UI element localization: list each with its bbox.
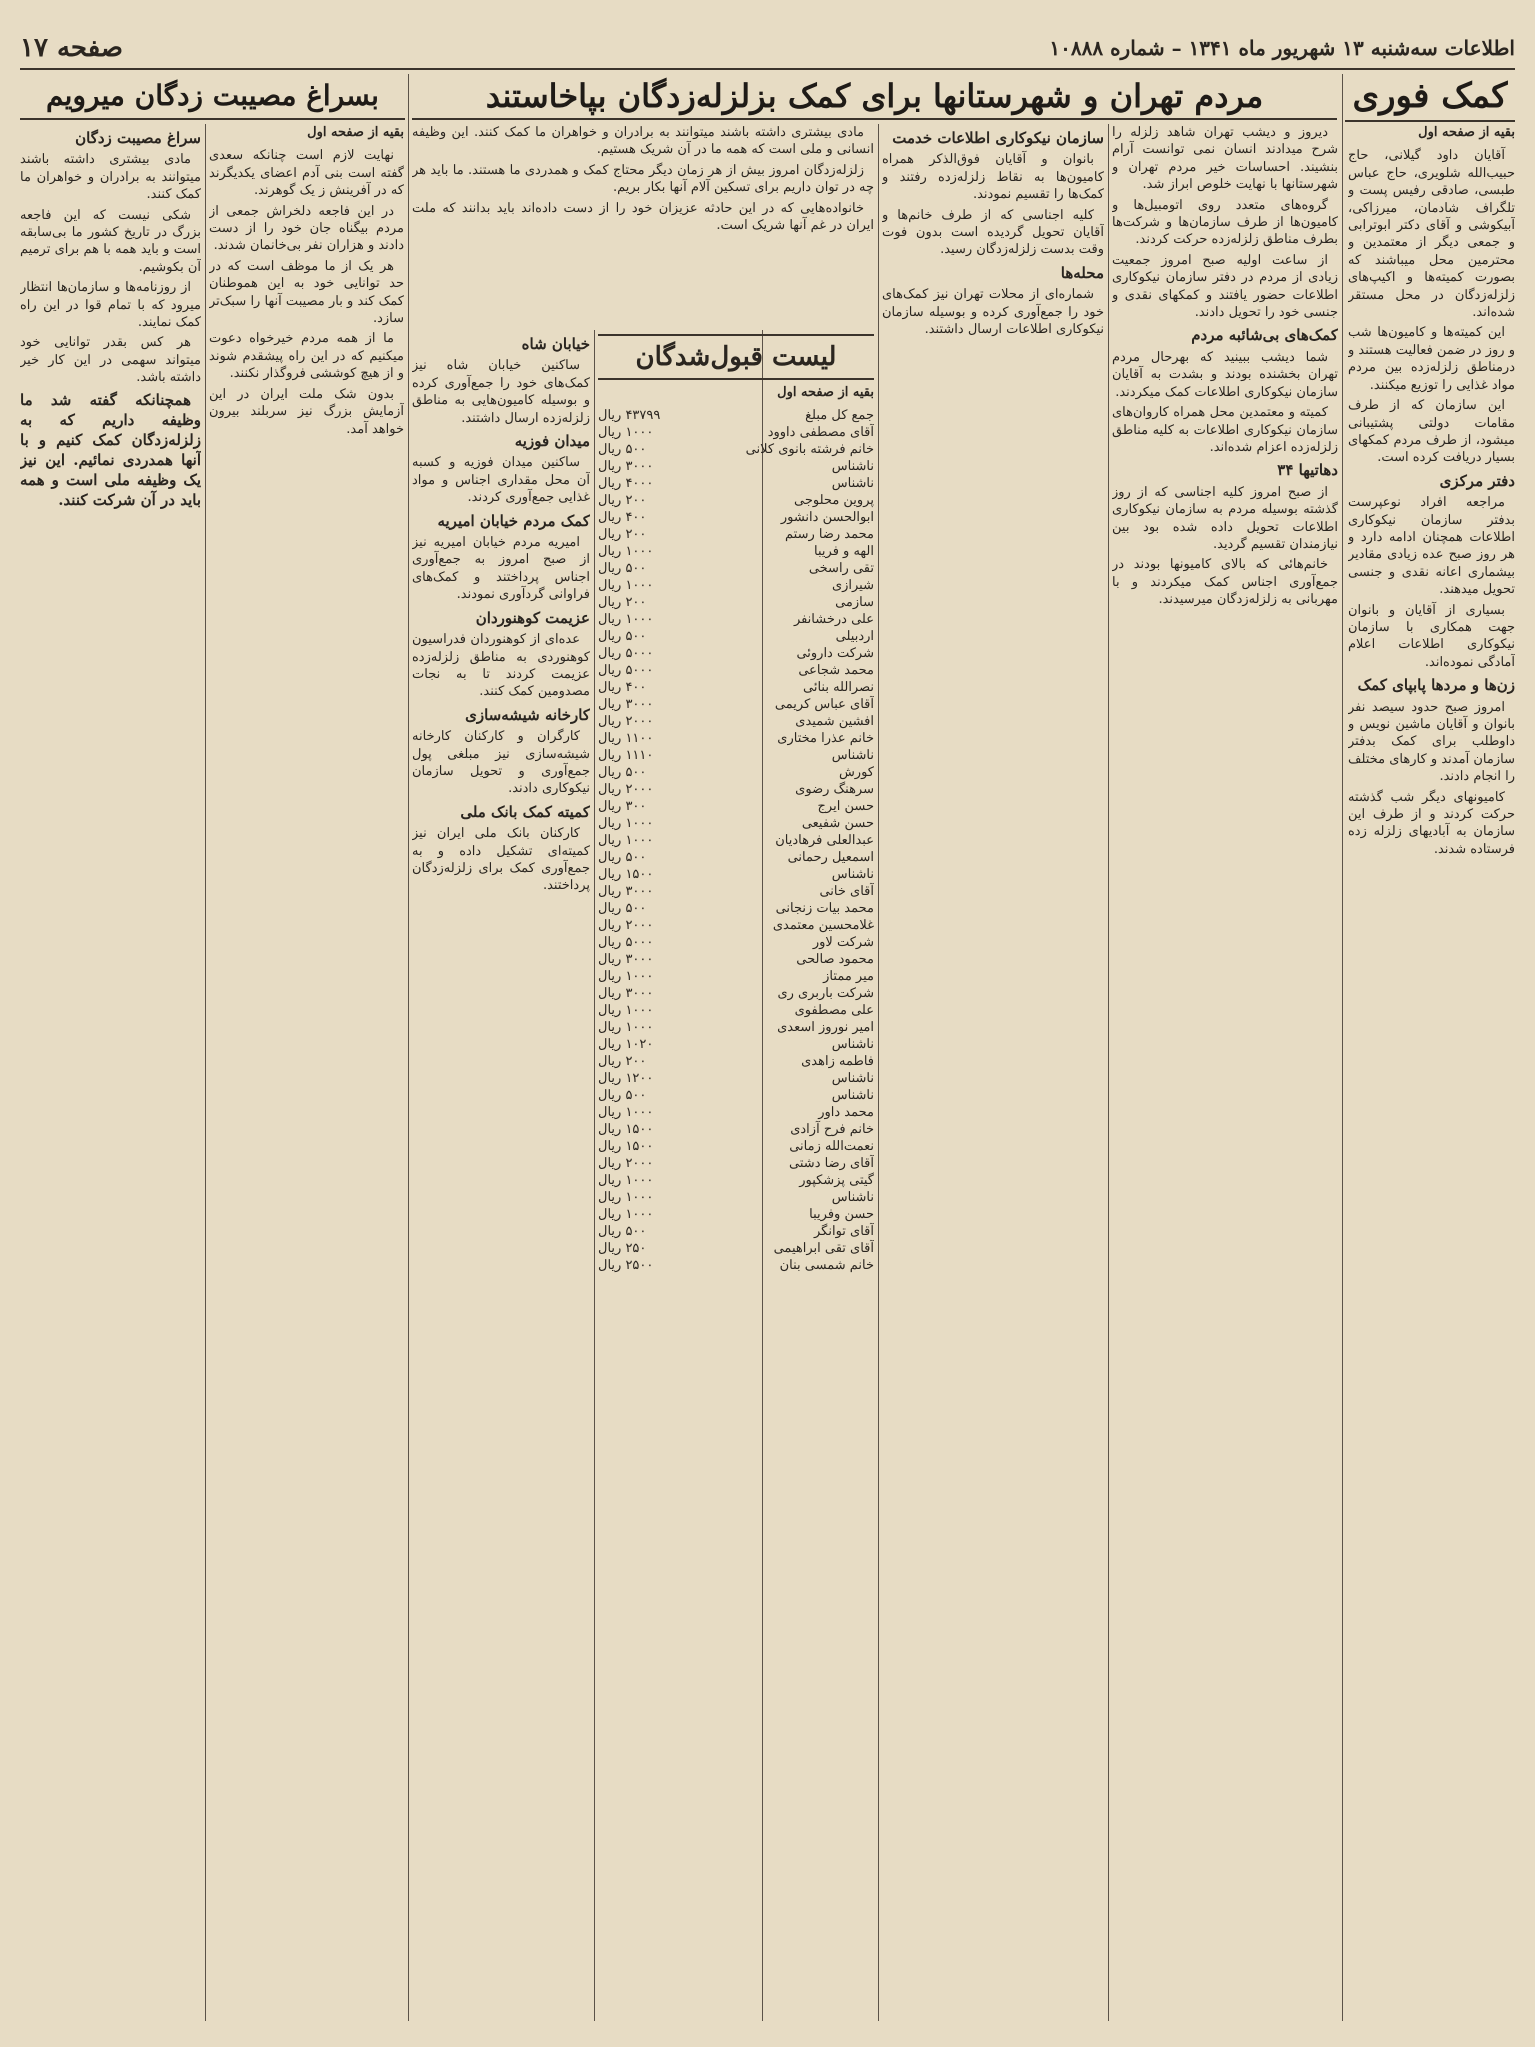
donor-name: علی مصطفوی [794, 1003, 874, 1019]
paragraph: نهایت لازم است چنانکه سعدی گفته است بنی آدم اعضای یکدیگرند که در آفرینش ز یک گوهرند. [209, 148, 404, 199]
donor-name: حسن ایرج [817, 799, 874, 815]
donor-name: ناشناس [831, 748, 874, 764]
paragraph: کامیونهای دیگر شب گذشته حرکت کردند و از طرف این سازمان به آبادیهای زلزله زده فرستاده شدند. [1348, 789, 1515, 857]
donor-name: شرکت لاور [812, 935, 874, 951]
donor-name: خانم عذرا مختاری [777, 731, 874, 747]
subheading: سراغ مصیبت زدگان [75, 129, 201, 147]
donor-name: محمد شجاعی [798, 663, 874, 679]
list-item [598, 611, 874, 628]
donation-amount: ۲۰۰ ریال [598, 527, 647, 543]
list-item [598, 1138, 874, 1155]
donation-amount: ۲۵۰ ریال [598, 1241, 647, 1257]
list-item [598, 1036, 874, 1053]
donor-name: اسمعیل رحمانی [787, 850, 874, 866]
paragraph: امروز صبح حدود سیصد نفر بانوان و آقایان ماشین نویس و داوطلب برای کمک بدفتر سازمان آمدند و کارهای مختلف را انجام دادند. [1348, 699, 1515, 785]
main-headline: مردم تهران و شهرستانها برای کمک بزلزله‌زدگان بپاخاستند [412, 74, 1337, 120]
paragraph: بسیاری از آقایان و بانوان جهت همکاری با سازمان نیکوکاری اطلاعات اعلام آمادگی نموده‌اند. [1348, 602, 1515, 670]
list-item [598, 1189, 874, 1206]
column-victims-article [209, 124, 404, 2021]
list-item [598, 1240, 874, 1257]
column-main-article-2 [882, 124, 1104, 2021]
paragraph: دیروز و دیشب تهران شاهد زلزله را شرح میدادند انسان نمی توانست آرام بنشیند. احساسات خیر مردم تهران و شهرستانها با نهایت خلوص ابراز شد. [1112, 125, 1338, 193]
list-item [598, 832, 874, 849]
paragraph: خانواده‌هایی که در این حادثه عزیزان خود را از دست داده‌اند باید بدانند که ملت ایران در غم آنها شریک است. [412, 200, 874, 234]
donor-name: شرکت داروئی [796, 646, 874, 662]
donor-name: جمع کل مبلغ [805, 408, 874, 424]
paragraph: عده‌ای از کوهنوردان فدراسیون کوهنوردی به مناطق زلزله‌زده عزیمت کردند تا به نجات مصدومین کمک کنند. [412, 632, 590, 700]
subheading: کارخانه شیشه‌سازی [465, 705, 590, 724]
paragraph: ساکنین خیابان شاه نیز کمک‌های خود را جمع‌آوری کرده و بوسیله کامیون‌هایی به مناطق زلزله‌زده ارسال داشتند. [412, 358, 590, 426]
donor-name: آقای توانگر [813, 1224, 874, 1240]
list-item [598, 747, 874, 764]
list-item [598, 1053, 874, 1070]
subheading: عزیمت کوهنوردان [475, 608, 590, 627]
continued-note: بقیه از صفحه اول [307, 125, 404, 140]
donation-amount: ۱۰۰۰ ریال [598, 833, 654, 849]
continued-note: بقیه از صفحه اول [777, 385, 874, 400]
list-item [598, 679, 874, 696]
paragraph: کمیته و معتمدین محل همراه کاروان‌های سازمان نیکوکاری اطلاعات به کلیه مناطق زلزله‌زده اعزام شده‌اند. [1112, 405, 1338, 455]
donor-name: غلامحسین معتمدی [772, 918, 874, 934]
column-rule [594, 330, 595, 2021]
donation-amount: ۳۰۰۰ ریال [598, 884, 654, 900]
donation-amount: ۵۰۰ ریال [598, 850, 647, 866]
donation-amount: ۱۵۰۰ ریال [598, 1122, 654, 1138]
donor-name: حسن وفریبا [809, 1207, 874, 1223]
donation-amount: ۱۵۰۰ ریال [598, 1139, 654, 1155]
subheading: زن‌ها و مردها پابپای کمک [1357, 676, 1515, 695]
column-far-left [20, 124, 201, 2021]
list-item [598, 1070, 874, 1087]
donor-name: علی درخشانفر [793, 612, 874, 628]
list-item [598, 1019, 874, 1036]
donor-name: محمد رضا رستم [785, 527, 874, 543]
donation-amount: ۱۰۰۰ ریال [598, 969, 654, 985]
paragraph: گروه‌های متعدد روی اتومبیل‌ها و کامیون‌ها از طرف سازمان‌ها و شرکت‌ها بطرف مناطق زلزله‌زده حرکت کردند. [1112, 197, 1338, 248]
paragraph: بانوان و آقایان فوق‌الذکر همراه کامیون‌ها به نقاط زلزله‌زده رفتند و کمک‌ها را تقسیم نمودند. [882, 152, 1104, 203]
rule-under-urgent [1345, 120, 1515, 122]
list-item [598, 798, 874, 815]
donor-name: محمود صالحی [796, 952, 874, 968]
list-item [598, 1087, 874, 1104]
list-item [598, 1223, 874, 1240]
donor-name: ناشناس [831, 1037, 874, 1053]
donor-name: ناشناس [831, 1088, 874, 1104]
donation-amount: ۱۰۰۰ ریال [598, 816, 654, 832]
donation-amount: ۲۰۰۰ ریال [598, 714, 654, 730]
list-item [598, 764, 874, 781]
column-rule [408, 74, 409, 2021]
donor-name: خانم شمسی بنان [779, 1258, 874, 1274]
list-item [598, 628, 874, 645]
list-item [598, 407, 874, 424]
donation-amount: ۲۰۰ ریال [598, 595, 647, 611]
donor-name: آقای عباس کریمی [774, 697, 874, 713]
paragraph: از ساعت اولیه صبح امروز جمعیت زیادی از مردم در دفتر سازمان نیکوکاری اطلاعات حضور یافتند و کمکهای نقدی و جنسی خود را تحویل دادند. [1112, 252, 1338, 321]
donor-name: خانم فرشته بانوی کلانی [745, 442, 874, 458]
continued-note: بقیه از صفحه اول [1418, 125, 1515, 140]
list-item [598, 645, 874, 662]
donation-amount: ۱۰۰۰ ریال [598, 1003, 654, 1019]
donation-amount: ۵۰۰ ریال [598, 901, 647, 917]
page-number: صفحه ۱۷ [20, 33, 123, 63]
paragraph: از صبح امروز کلیه اجناسی که از روز گذشته بوسیله مردم به سازمان نیکوکاری اطلاعات تحویل داده شده بود بین نیازمندان تقسیم گردید. [1112, 484, 1338, 552]
donation-amount: ۴۳۷۹۹ ریال [598, 408, 661, 424]
donation-amount: ۲۰۰۰ ریال [598, 782, 654, 798]
list-item [598, 730, 874, 747]
paragraph: خانم‌هائی که بالای کامیونها بودند در جمع‌آوری اجناس کمک میکردند و با مهربانی به زلزله‌زدگان میرسیدند. [1112, 557, 1338, 608]
donor-name: الهه و فریبا [814, 544, 874, 560]
list-item [598, 560, 874, 577]
list-item [598, 968, 874, 985]
donor-name: ناشناس [831, 867, 874, 883]
list-item [598, 1002, 874, 1019]
donor-list-column [598, 330, 874, 2021]
donation-amount: ۲۰۰۰ ریال [598, 1156, 654, 1172]
donation-amount: ۲۰۰ ریال [598, 493, 647, 509]
donation-amount: ۳۰۰۰ ریال [598, 459, 654, 475]
donation-amount: ۱۰۰۰ ریال [598, 1020, 654, 1036]
paragraph: این سازمان که از طرف مقامات دولتی پشتیبانی میشود، از طرف مردم کمکهای بسیار دریافت کرده است. [1348, 398, 1515, 466]
donor-name: آقای مصطفی داوود [767, 425, 874, 441]
issue-info: اطلاعات سه‌شنبه ۱۳ شهریور ماه ۱۳۴۱ – شماره ۱۰۸۸۸ [1049, 36, 1515, 60]
column-neighborhoods [412, 330, 590, 2021]
list-item [598, 815, 874, 832]
list-item [598, 492, 874, 509]
subheading: خیابان شاه [521, 335, 590, 353]
paragraph: در این فاجعه دلخراش جمعی از مردم بیگناه جان خود را از دست دادند و هزاران نفر بی‌خانمان شدند. [209, 203, 404, 254]
donor-name: محمد داور [818, 1105, 874, 1121]
list-item [598, 951, 874, 968]
list-item [598, 985, 874, 1002]
subheading: سازمان نیکوکاری اطلاعات خدمت [892, 129, 1104, 147]
donor-name: ابوالحسن دانشور [780, 510, 874, 526]
column-urgent-help [1348, 124, 1515, 2021]
list-item [598, 543, 874, 560]
list-item [598, 1121, 874, 1138]
paragraph: از روزنامه‌ها و سازمان‌ها انتظار میرود که با تمام قوا در این راه کمک نمایند. [20, 280, 201, 331]
column-rule [1342, 74, 1343, 2021]
paragraph: مادی بیشتری داشته باشند میتوانند به برادران و خواهران ما کمک کنند. این وظیفه انسانی و ملی است که همه ما در آن شریک هستیم. [412, 125, 874, 158]
list-item [598, 1155, 874, 1172]
donation-amount: ۱۱۱۰ ریال [598, 748, 654, 764]
list-item [598, 577, 874, 594]
donation-amount: ۱۰۰۰ ریال [598, 1207, 654, 1223]
column-main-article-3 [412, 124, 874, 324]
donation-amount: ۱۰۰۰ ریال [598, 544, 654, 560]
paragraph: شما دیشب ببینید که بهرحال مردم تهران بخشنده بودند و بشدت به آقایان سازمان نیکوکاری اطلاعات کمک میکردند. [1112, 349, 1338, 400]
donation-amount: ۳۰۰۰ ریال [598, 986, 654, 1002]
list-item [598, 883, 874, 900]
paragraph: هر کس بقدر توانایی خود میتواند سهمی در این کار خیر داشته باشد. [20, 335, 201, 386]
paragraph: هر یک از ما موظف است که در حد توانایی خود به این هموطنان کمک کند و بار مصیبت آنها را سبک‌تر سازد. [209, 258, 404, 327]
donation-amount: ۱۰۰۰ ریال [598, 425, 654, 441]
page-header [20, 28, 1515, 70]
bold-paragraph: همچنانکه گفته شد ما وظیفه داریم که به زلزله‌زدگان کمک کنیم و با آنها همدردی نمائیم. این نیز یک وظیفه ملی است و همه باید در آن شرکت کنند. [20, 390, 201, 509]
donor-list [598, 407, 874, 1274]
donation-amount: ۵۰۰ ریال [598, 1224, 647, 1240]
subheading: کمیته کمک بانک ملی [460, 802, 590, 821]
paragraph: کارکنان بانک ملی ایران نیز کمیته‌ای تشکیل داده و به جمع‌آوری کمک برای زلزله‌زدگان پرداختند. [412, 826, 590, 894]
donation-amount: ۴۰۰ ریال [598, 680, 647, 696]
paragraph: آقایان داود گیلانی، حاج حبیب‌الله شلویری، حاج عباس طبسی، صادقی رفیس پست و تلگراف شادمان، میرزاکی، آبیکوشی و آقای دکتر ابوترابی و جمعی دیگر از معتمدین و محترمین محل میباشند که بصورت کمیته‌ها و اکیپ‌های زلزله‌زدگان در محل مستقر شده‌اند. [1348, 148, 1515, 321]
donation-amount: ۱۰۰۰ ریال [598, 1105, 654, 1121]
donor-name: گیتی پزشکپور [799, 1173, 874, 1189]
list-item [598, 934, 874, 951]
list-item [598, 662, 874, 679]
list-item [598, 696, 874, 713]
donation-amount: ۱۰۰۰ ریال [598, 612, 654, 628]
donor-name: تقی راسخی [808, 561, 874, 577]
donor-name: نعمت‌الله زمانی [789, 1139, 874, 1155]
donor-name: کورش [838, 765, 874, 781]
donation-amount: ۴۰۰ ریال [598, 510, 647, 526]
donation-amount: ۲۰۰ ریال [598, 1054, 647, 1070]
list-item [598, 509, 874, 526]
donor-name: فاطمه زاهدی [801, 1054, 874, 1070]
donor-name: ناشناس [831, 1190, 874, 1206]
list-item [598, 441, 874, 458]
list-title: لیست قبول‌شدگان [598, 334, 874, 380]
donation-amount: ۵۰۰ ریال [598, 1088, 647, 1104]
donation-amount: ۱۰۰۰ ریال [598, 1173, 654, 1189]
list-item [598, 849, 874, 866]
donor-name: امیر نوروز اسعدی [777, 1020, 874, 1036]
column-rule [1108, 124, 1109, 2021]
donor-name: ناشناس [831, 459, 874, 475]
list-item [598, 1104, 874, 1121]
donation-amount: ۱۲۰۰ ریال [598, 1071, 654, 1087]
donor-name: افشین شمیدی [795, 714, 874, 730]
paragraph: زلزله‌زدگان امروز بیش از هر زمان دیگر محتاج کمک و همدردی ما هستند. ما باید هر چه در توان داریم برای تسکین آلام آنها بکار بریم. [412, 162, 874, 196]
headline-victims: بسراغ مصیبت زدگان میرویم [20, 74, 405, 120]
donation-amount: ۵۰۰ ریال [598, 765, 647, 781]
paragraph: شماره‌ای از محلات تهران نیز کمک‌های خود را جمع‌آوری کرده و بوسیله سازمان نیکوکاری اطلاعات ارسال داشتند. [882, 287, 1104, 338]
list-item [598, 1257, 874, 1274]
donation-amount: ۵۰۰۰ ریال [598, 935, 654, 951]
donation-amount: ۵۰۰ ریال [598, 561, 647, 577]
donor-name: سازمی [835, 595, 874, 611]
donation-amount: ۱۰۲۰ ریال [598, 1037, 654, 1053]
donation-amount: ۵۰۰ ریال [598, 629, 647, 645]
donation-amount: ۵۰۰۰ ریال [598, 646, 654, 662]
donation-amount: ۳۰۰۰ ریال [598, 952, 654, 968]
subheading: کمک‌های بی‌شائبه مردم [1191, 326, 1338, 345]
subheading: دفتر مرکزی [1439, 471, 1515, 490]
donation-amount: ۲۵۰۰ ریال [598, 1258, 654, 1274]
paragraph: امیریه مردم خیابان امیریه نیز از صبح امروز به جمع‌آوری اجناس پرداختند و کمک‌های فراوانی گردآوری نمودند. [412, 535, 590, 603]
subheading: میدان فوزیه [514, 432, 590, 451]
subheading: دهاتیها ۳۴ [1277, 461, 1338, 480]
donor-name: محمد بیات زنجانی [775, 901, 874, 917]
donor-name: آقای تقی ابراهیمی [773, 1241, 874, 1257]
list-item [598, 424, 874, 441]
list-item [598, 475, 874, 492]
donor-name: آقای رضا دشتی [789, 1156, 874, 1172]
list-item [598, 900, 874, 917]
donation-amount: ۱۱۰۰ ریال [598, 731, 654, 747]
paragraph: شکی نیست که این فاجعه بزرگ در تاریخ کشور ما بی‌سابقه است و باید همه با هم برای ترمیم آن بکوشیم. [20, 207, 201, 275]
donation-amount: ۲۰۰۰ ریال [598, 918, 654, 934]
donation-amount: ۱۵۰۰ ریال [598, 867, 654, 883]
donor-name: شرکت باربری ری [777, 986, 874, 1002]
list-item [598, 917, 874, 934]
donation-amount: ۵۰۰ ریال [598, 442, 647, 458]
donor-name: سرهنگ رضوی [795, 782, 874, 798]
subheading: کمک مردم خیابان امیریه [437, 511, 590, 530]
list-item [598, 1206, 874, 1223]
column-rule [205, 124, 206, 2021]
donation-amount: ۱۰۰۰ ریال [598, 1190, 654, 1206]
donor-name: اردبیلی [835, 629, 874, 645]
donor-name: ناشناس [831, 476, 874, 492]
donation-amount: ۵۰۰۰ ریال [598, 663, 654, 679]
donor-name: میر ممتاز [823, 969, 874, 985]
list-item [598, 781, 874, 798]
list-item [598, 594, 874, 611]
donor-name: حسن شفیعی [801, 816, 874, 832]
donor-name: پروین محلوجی [794, 493, 874, 509]
column-main-article-1 [1112, 124, 1338, 2021]
paragraph: مادی بیشتری داشته باشند میتوانند به برادران و خواهران ما کمک کنند. [20, 152, 201, 203]
list-item [598, 526, 874, 543]
paragraph: کارگران و کارکنان کارخانه شیشه‌سازی نیز مبلغی پول جمع‌آوری و تحویل سازمان نیکوکاری دادند. [412, 729, 590, 797]
donor-name: ناشناس [831, 1071, 874, 1087]
donation-amount: ۳۰۰ ریال [598, 799, 647, 815]
paragraph: ما از همه مردم خیرخواه دعوت میکنیم که در این راه پیشقدم شوند و از هیچ کوششی فروگذار نکنند. [209, 331, 404, 382]
subheading: محله‌ها [1060, 263, 1104, 282]
donor-name: عبدالعلی فرهادیان [775, 833, 874, 849]
donation-amount: ۴۰۰۰ ریال [598, 476, 654, 492]
paragraph: بدون شک ملت ایران در این آزمایش بزرگ نیز سربلند بیرون خواهد آمد. [209, 386, 404, 437]
column-rule [878, 124, 879, 2021]
paragraph: این کمیته‌ها و کامیون‌ها شب و روز در ضمن فعالیت هستند و درمناطق زلزله‌زده بین مردم مواد غذایی را توزیع میکنند. [1348, 325, 1515, 393]
list-item [598, 458, 874, 475]
headline-urgent-help: کمک فوری [1352, 76, 1508, 116]
list-item [598, 713, 874, 730]
donor-name: آقای خانی [819, 884, 874, 900]
donor-name: نصرالله بنائی [803, 680, 874, 696]
list-item [598, 866, 874, 883]
donor-name: شیرازی [831, 578, 874, 594]
donation-amount: ۱۰۰۰ ریال [598, 578, 654, 594]
paragraph: کلیه اجناسی که از طرف خانم‌ها و آقایان تحویل گردیده است بدون فوت وقت بدست زلزله‌زدگان رسید. [882, 207, 1104, 258]
paragraph: ساکنین میدان فوزیه و کسبه آن محل مقداری اجناس و مواد غذایی جمع‌آوری کردند. [412, 455, 590, 506]
donor-name: خانم فرح آزادی [790, 1122, 874, 1138]
list-item [598, 1172, 874, 1189]
donation-amount: ۳۰۰۰ ریال [598, 697, 654, 713]
paragraph: مراجعه افراد نوعپرست بدفتر سازمان نیکوکاری اطلاعات همچنان ادامه دارد و هر روز صبح عده زیادی مقادیر بیشماری اعانه نقدی و جنسی تحویل میدهند. [1348, 495, 1515, 598]
